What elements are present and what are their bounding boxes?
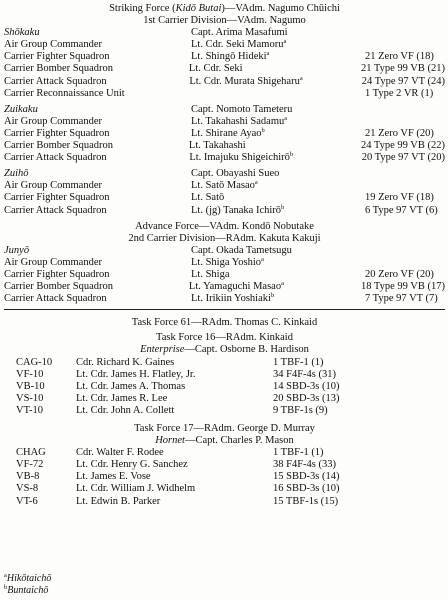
unit-row: Carrier Attack Squadron Lt. Imajuku Shigeichirō$^b$ 20 Type 97 VT (20) [4, 151, 445, 164]
unit-row: Carrier Attack Squadron Lt. Irikiin Yoshiaki$^b$ 7 Type 97 VT (7) [4, 292, 438, 305]
section-divider [4, 309, 445, 310]
striking-force-heading: Striking Force (Kidō Butai)—VAdm. Nagumo Chūichi [109, 3, 340, 14]
junyo-block [4, 245, 445, 305]
task-force-16-heading: Task Force 16—RAdm. Kinkaid [156, 332, 293, 344]
squadron-row: VS-10 Lt. Cdr. James R. Lee 20 SBD-3s (13) [16, 392, 340, 404]
ship-name: Junyō [4, 244, 30, 256]
advance-force-heading: Advance Force—VAdm. Kondō Nobutake [135, 220, 314, 232]
unit-row: Carrier Reconnaissance Unit 1 Type 2 VR (1) [4, 87, 434, 99]
enterprise-air-group [4, 357, 445, 417]
unit-row: Air Group Commander Lt. Shiga Yoshio$^a$ [4, 255, 264, 268]
squadron-row: VT-6 Lt. Edwin B. Parker 15 TBF-1s (15) [16, 495, 339, 507]
hornet-air-group [4, 447, 445, 507]
unit-row: Carrier Attack Squadron Lt. Cdr. Murata Shigeharu$^a$ 24 Type 97 VT (24) [4, 74, 445, 87]
squadron-row: CAG-10 Cdr. Richard K. Gaines 1 TBF-1 (1) [16, 356, 324, 368]
hornet-heading: Hornet—Capt. Charles P. Mason [155, 435, 294, 447]
ship-name: Zuihō [4, 168, 29, 180]
unit-row: Carrier Fighter Squadron Lt. Shirane Ayao$^b$ 21 Zero VF (20) [4, 126, 434, 139]
second-carrier-division-heading: 2nd Carrier Division—RAdm. Kakuta Kakuji [128, 232, 321, 244]
unit-row: Carrier Fighter Squadron Lt. Shiga 20 Zero VF (20) [4, 268, 434, 280]
unit-row: Air Group Commander Lt. Satō Masao$^a$ [4, 179, 258, 192]
ship-name: Shōkaku [4, 27, 40, 39]
squadron-row: VF-10 Lt. Cdr. James H. Flatley, Jr. 34 F4F-4s (31) [16, 368, 337, 380]
footnotes [4, 573, 51, 596]
zuikaku-block [4, 104, 445, 164]
squadron-row: VB-10 Lt. Cdr. James A. Thomas 14 SBD-3s (10) [16, 380, 340, 392]
ship-captain: Capt. Okada Tametsugu [191, 244, 292, 256]
unit-row: Carrier Fighter Squadron Lt. Shingō Hideki$^a$ 21 Zero VF (18) [4, 50, 434, 63]
unit-row: Carrier Bomber Squadron Lt. Yamaguchi Masao$^a$ 18 Type 99 VB (17) [4, 280, 445, 293]
unit-row: Carrier Attack Squadron Lt. (jg) Tanaka Ichirō$^b$ 6 Type 97 VT (6) [4, 203, 438, 216]
unit-row: Carrier Fighter Squadron Lt. Satō 19 Zero VF (18) [4, 192, 434, 204]
ship-captain: Capt. Nomoto Tameteru [191, 103, 293, 115]
ship-captain: Capt. Arima Masafumi [191, 27, 288, 39]
task-force-61-heading: Task Force 61—RAdm. Thomas C. Kinkaid [131, 317, 318, 329]
task-force-17-heading: Task Force 17—RAdm. George D. Murray [134, 423, 315, 434]
squadron-row: VF-72 Lt. Cdr. Henry G. Sanchez 38 F4F-4s (33) [16, 459, 337, 471]
unit-row: Carrier Bomber Squadron Lt. Takahashi 24 Type 99 VB (22) [4, 140, 445, 152]
unit-row: Air Group Commander Lt. Cdr. Seki Mamoru$^a$ [4, 38, 287, 51]
squadron-row: VT-10 Lt. Cdr. John A. Collett 9 TBF-1s (9) [16, 404, 328, 416]
ship-captain: Capt. Obayashi Sueo [191, 168, 280, 180]
squadron-row: CHAG Cdr. Walter F. Rodee 1 TBF-1 (1) [16, 447, 324, 459]
unit-row: Carrier Bomber Squadron Lt. Cdr. Seki 21 Type 99 VB (21) [4, 63, 445, 75]
enterprise-heading: Enterprise—Capt. Osborne B. Hardison [140, 344, 309, 356]
first-carrier-division-heading: 1st Carrier Division—VAdm. Nagumo [143, 15, 306, 27]
footnote-b: $^b$Buntaichō [4, 583, 49, 596]
ship-name: Zuikaku [4, 103, 38, 115]
shokaku-block [4, 27, 445, 100]
zuiho-block [4, 168, 445, 216]
unit-row: Air Group Commander Lt. Takahashi Sadamu$^a$ [4, 114, 288, 127]
footnote-a: $^a$Hikōtaichō [4, 572, 52, 584]
squadron-row: VB-8 Lt. James E. Vose 15 SBD-3s (14) [16, 471, 340, 483]
squadron-row: VS-8 Lt. Cdr. William J. Widhelm 16 SBD-3s (10) [16, 483, 340, 495]
